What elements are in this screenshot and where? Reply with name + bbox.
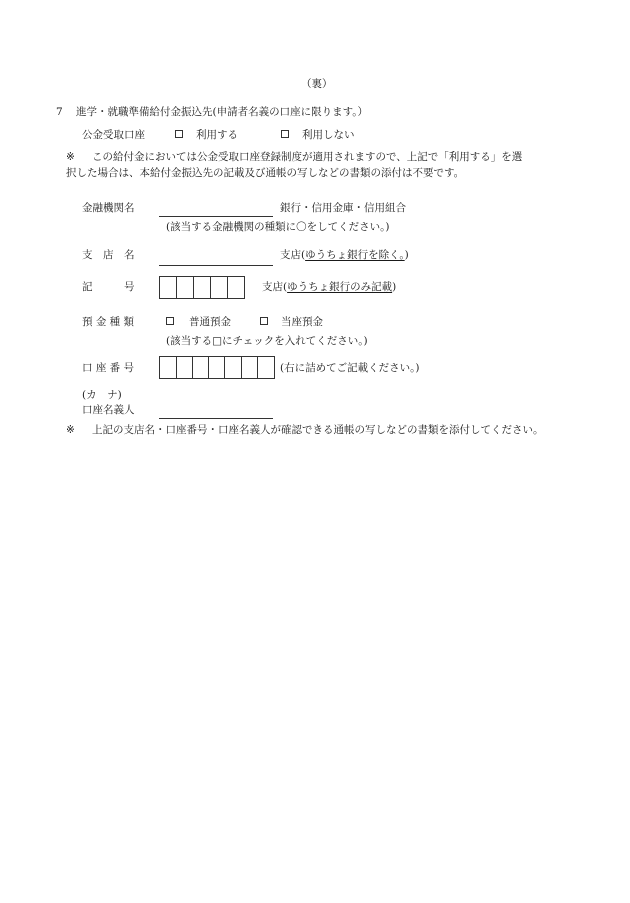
holder-name-field[interactable] <box>159 418 273 419</box>
symbol-digit-box[interactable] <box>160 277 177 298</box>
deposit-type-hint: (該当する□にチェックを入れてください。) <box>166 335 368 347</box>
use-public-account-checkbox[interactable] <box>175 130 183 138</box>
account-digit-box[interactable] <box>177 357 193 378</box>
current-deposit-checkbox[interactable] <box>260 317 268 325</box>
account-digit-box[interactable] <box>193 357 209 378</box>
note1-line1: この給付金においては公金受取口座登録制度が適用されますので、上記で「利用する」を選 <box>92 151 523 163</box>
bank-name-field[interactable] <box>159 216 273 217</box>
use-public-account-label: 利用する <box>196 129 238 141</box>
branch-suffix-close: ) <box>404 249 409 261</box>
symbol-label: 記 号 <box>82 281 135 293</box>
branch-suffix-note: ゆうちょ銀行を除く。 <box>305 249 405 261</box>
bank-name-label: 金融機関名 <box>82 202 135 214</box>
account-digit-box[interactable] <box>242 357 258 378</box>
account-number-digit-boxes[interactable] <box>159 356 275 379</box>
note1-mark: ※ <box>66 151 75 163</box>
ordinary-deposit-label: 普通預金 <box>189 316 231 328</box>
deposit-type-label: 預 金 種 類 <box>82 316 135 328</box>
account-number-label: 口 座 番 号 <box>82 362 135 374</box>
branch-label: 支 店 名 <box>82 249 135 261</box>
symbol-suffix-note: ゆうちょ銀行のみ記載 <box>287 281 393 293</box>
page-label: （裏） <box>301 78 333 90</box>
not-use-public-account-label: 利用しない <box>302 129 355 141</box>
symbol-digit-boxes[interactable] <box>159 276 245 299</box>
section-number: 7 <box>56 106 63 118</box>
symbol-digit-box[interactable] <box>211 277 228 298</box>
branch-suffix-prefix: 支店( <box>280 249 306 261</box>
public-account-label: 公金受取口座 <box>82 129 145 141</box>
ordinary-deposit-checkbox[interactable] <box>166 317 174 325</box>
note2-mark: ※ <box>66 424 75 436</box>
symbol-digit-box[interactable] <box>228 277 244 298</box>
account-digit-box[interactable] <box>225 357 242 378</box>
symbol-digit-box[interactable] <box>194 277 211 298</box>
section-title: 進学・就職準備給付金振込先(申請者名義の口座に限ります。） <box>76 106 369 118</box>
account-digit-box[interactable] <box>160 357 177 378</box>
symbol-suffix-close: ) <box>392 281 397 293</box>
bank-type-suffix: 銀行・信用金庫・信用組合 <box>280 202 406 214</box>
branch-name-field[interactable] <box>159 265 273 266</box>
symbol-suffix-prefix: 支店( <box>262 281 288 293</box>
symbol-digit-box[interactable] <box>177 277 194 298</box>
account-digit-box[interactable] <box>258 357 274 378</box>
account-digit-box[interactable] <box>209 357 225 378</box>
note1-line2: 択した場合は、本給付金振込先の記載及び通帳の写しなどの書類の添付は不要です。 <box>66 167 465 179</box>
not-use-public-account-checkbox[interactable] <box>281 130 289 138</box>
holder-kana-label: (カ ナ) <box>82 389 122 401</box>
note2-text: 上記の支店名・口座番号・口座名義人が確認できる通帳の写しなどの書類を添付してください。 <box>92 424 544 436</box>
account-number-hint: (右に詰めてご記載ください。) <box>280 362 420 374</box>
symbol-suffix <box>262 282 396 293</box>
holder-label: 口座名義人 <box>82 404 135 416</box>
branch-suffix <box>280 250 409 261</box>
current-deposit-label: 当座預金 <box>281 316 323 328</box>
bank-type-hint: (該当する金融機関の種類に〇をしてください。) <box>166 221 390 233</box>
